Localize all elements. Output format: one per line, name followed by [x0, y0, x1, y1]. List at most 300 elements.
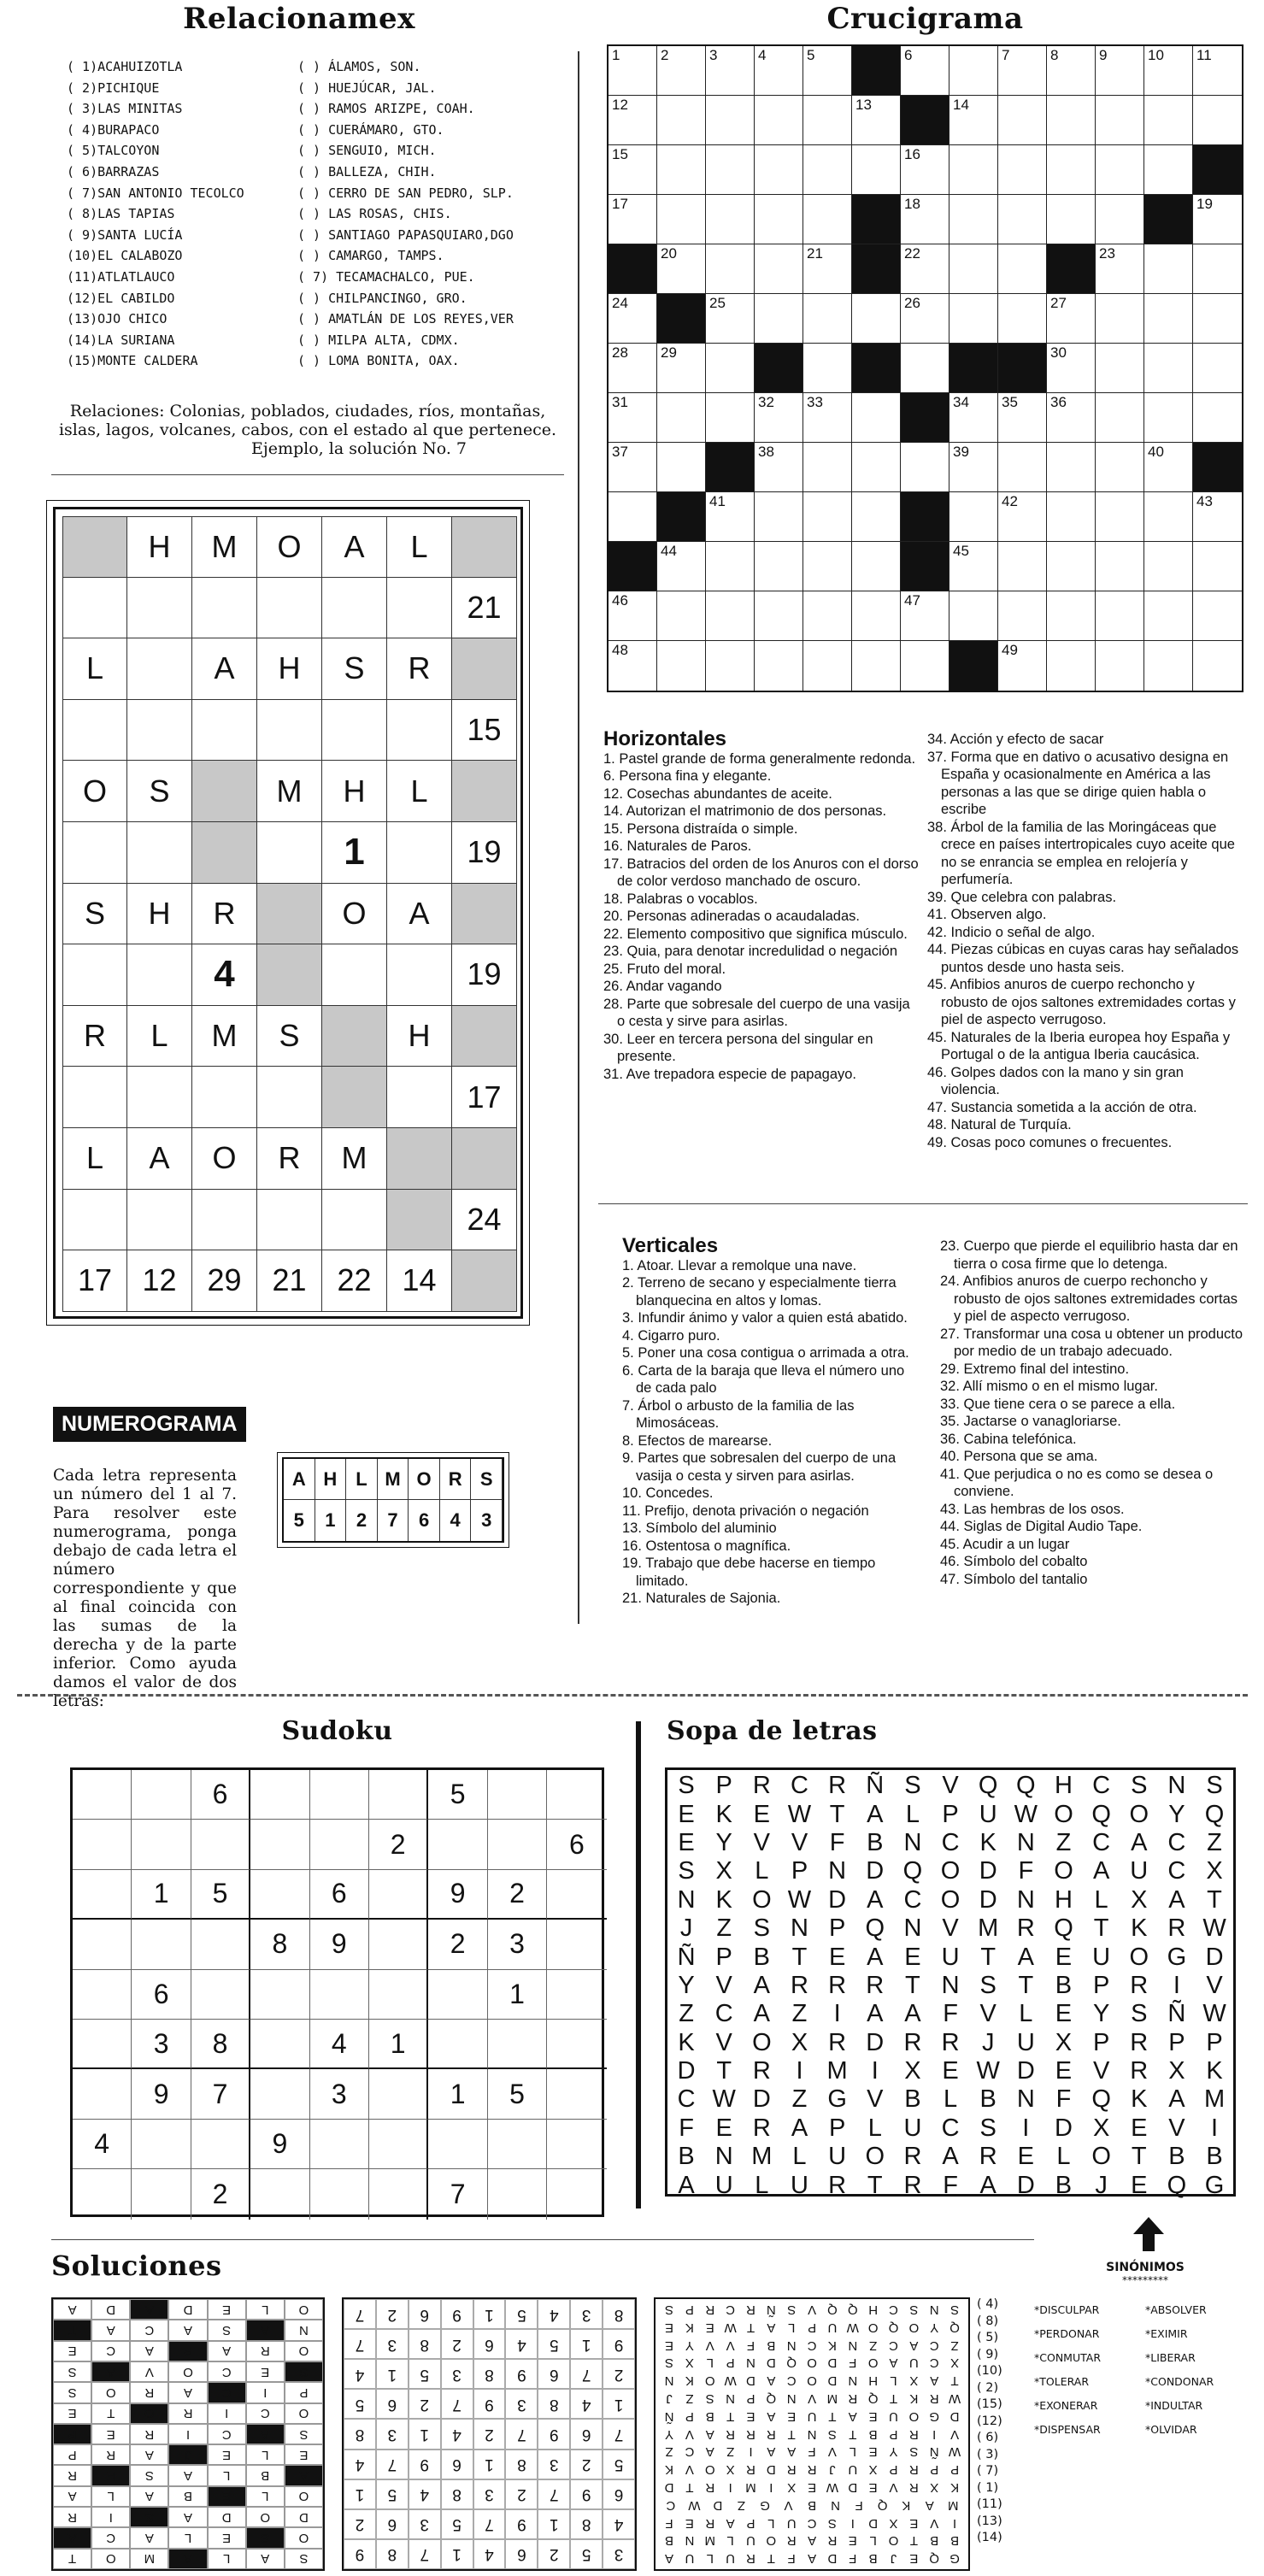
wordsearch-letter: Y	[1092, 2000, 1110, 2028]
solution-sopa-letter: O	[704, 2373, 715, 2389]
crossword-cell-number: 38	[758, 444, 774, 460]
wordsearch-letter: E	[1131, 2114, 1148, 2142]
crossword-cell	[755, 492, 803, 542]
crossword-cell	[755, 195, 803, 244]
relacion-right: ( ) AMATLÁN DE LOS REYES,VER	[297, 311, 514, 327]
solution-numerograma-cell: A	[53, 2299, 91, 2320]
solution-sopa-letter: N	[786, 2338, 797, 2353]
wordsearch-letter: N	[1016, 1885, 1035, 1914]
solution-sopa-letter: B	[950, 2533, 960, 2549]
crossword-cell	[901, 195, 949, 244]
wordsearch-letter: V	[942, 1914, 959, 1943]
sudoku-cell[interactable]	[310, 1970, 369, 2020]
crossword-cell	[608, 294, 657, 344]
key-letter: R	[440, 1459, 472, 1500]
wordsearch-letter: N	[828, 1857, 847, 1885]
sudoku-cell[interactable]	[191, 1970, 250, 2020]
solution-numerograma-cell: L	[208, 2549, 246, 2569]
wordsearch-letter: A	[904, 2000, 921, 2028]
crossword-cell	[657, 344, 706, 393]
relacion-row	[67, 120, 545, 141]
sudoku-cell[interactable]	[547, 2169, 606, 2219]
sudoku-cell[interactable]	[73, 1920, 132, 1969]
wordsearch-row	[667, 2029, 1233, 2057]
wordsearch-letter: X	[715, 1857, 732, 1885]
solution-sopa-letter: B	[808, 2497, 817, 2513]
sudoku-cell[interactable]	[310, 2120, 369, 2169]
sudoku-cell[interactable]	[73, 2020, 132, 2069]
sudoku-cell[interactable]: 9	[250, 2120, 309, 2169]
sudoku-cell[interactable]: 3	[488, 1920, 547, 1969]
sudoku-cell[interactable]	[547, 2069, 606, 2119]
numerograma-cell: 22	[322, 1250, 387, 1312]
solution-sopa-letter: N	[848, 2338, 858, 2353]
solution-numerograma-cell: S	[130, 2507, 168, 2527]
relacion-right: ( 7) TECAMACHALCO, PUE.	[297, 268, 475, 285]
solution-sopa-letter: Z	[665, 2444, 673, 2460]
sudoku-cell[interactable]	[428, 1820, 487, 1869]
solution-numerograma-cell: L	[246, 2299, 285, 2320]
solution-sopa-row	[659, 2426, 965, 2444]
crossword-cell	[1144, 492, 1193, 542]
wordsearch-letter: R	[1167, 1914, 1186, 1943]
solution-sudoku-cell: 4	[570, 2389, 603, 2419]
crossword-cell	[803, 244, 852, 294]
sudoku-cell[interactable]	[73, 1770, 132, 1820]
sudoku-cell[interactable]	[369, 1920, 428, 1969]
solution-sopa-letter: Y	[930, 2320, 939, 2335]
sudoku-cell[interactable]: 6	[547, 1820, 606, 1869]
key-letter: O	[409, 1459, 440, 1500]
sudoku-cell[interactable]	[547, 2120, 606, 2169]
wordsearch-letter: F	[1018, 1857, 1034, 1885]
solution-sudoku-cell: 1	[603, 2389, 635, 2419]
solution-numerograma-cell: O	[285, 2403, 323, 2424]
crossword-cell-number: 18	[904, 196, 920, 212]
sudoku-cell[interactable]	[428, 2020, 487, 2069]
crossword-cell	[755, 244, 803, 294]
crossword-cell	[1144, 294, 1193, 344]
sudoku-cell[interactable]: 9	[428, 1870, 487, 1920]
sudoku-cell[interactable]: 8	[191, 2020, 250, 2069]
wordsearch-letter: I	[796, 2057, 803, 2085]
clue-vertical: 35. Jactarse o vanagloriarse.	[940, 1414, 1121, 1429]
solution-sopa-letter: V	[808, 2391, 817, 2406]
sudoku-cell[interactable]: 6	[191, 1770, 250, 1820]
crossword-cell-number: 26	[904, 295, 920, 311]
sudoku-cell[interactable]	[191, 1920, 250, 1969]
numerograma-cell	[257, 822, 322, 884]
crossword-cell-number: 43	[1196, 493, 1213, 509]
solution-sudoku-cell: 5	[441, 2509, 473, 2539]
solution-sudoku-cell: 8	[344, 2419, 376, 2449]
solution-sopa-letter: I	[749, 2444, 753, 2460]
solution-sopa-letter: T	[849, 2426, 857, 2442]
wordsearch-letter: U	[1130, 1857, 1149, 1885]
crossword-cell	[706, 591, 755, 641]
crossword-cell	[1144, 46, 1193, 96]
solution-sopa-letter: V	[726, 2338, 735, 2353]
solution-sopa-letter: V	[889, 2479, 898, 2495]
solution-sudoku-cell: 1	[344, 2479, 376, 2509]
crossword-cell	[1193, 344, 1242, 393]
crossword-cell	[901, 244, 949, 294]
clue-vertical: 8. Efectos de marearse.	[622, 1432, 773, 1449]
solution-numerograma-cell: S	[285, 2424, 323, 2444]
solution-sudoku-cell: 2	[376, 2299, 409, 2329]
wordsearch-letter: L	[1056, 2143, 1071, 2171]
sudoku-cell[interactable]: 2	[428, 1920, 487, 1969]
numerograma-cell	[127, 1067, 192, 1128]
sinonimo: *CONDONAR	[1145, 2375, 1214, 2388]
solution-sopa-letter: Q	[929, 2551, 940, 2567]
solution-sopa-letter: E	[705, 2320, 714, 2335]
sudoku-cell[interactable]: 2	[488, 1870, 547, 1920]
crossword-cell	[998, 145, 1047, 195]
solution-sopa-letter: R	[705, 2302, 715, 2317]
crossword-black-cell	[657, 294, 706, 344]
wordsearch-letter: C	[1092, 1828, 1111, 1856]
solution-sopa-letter: Z	[869, 2338, 878, 2353]
sudoku-cell[interactable]	[369, 1870, 428, 1920]
solution-numerograma-cell: A	[91, 2361, 130, 2382]
wordsearch-letter: E	[678, 1800, 695, 1828]
sudoku-cell[interactable]: 8	[250, 1920, 309, 1969]
sudoku-cell[interactable]	[250, 1820, 309, 1869]
crossword-cell	[1144, 591, 1193, 641]
solution-sopa-letter: R	[848, 2391, 858, 2406]
crossword-cell	[706, 492, 755, 542]
solution-sopa-letter: V	[808, 2302, 817, 2317]
solution-numerograma-cell: E	[91, 2424, 130, 2444]
wordsearch-letter: C	[1167, 1857, 1186, 1885]
relacion-right: ( ) BALLEZA, CHIH.	[297, 163, 437, 179]
numerograma-cell: L	[387, 516, 452, 578]
sudoku-cell[interactable]: 2	[191, 2169, 250, 2219]
solution-sopa-letter: D	[827, 2373, 838, 2389]
sudoku-cell[interactable]	[73, 1820, 132, 1869]
crossword-cell	[1144, 393, 1193, 443]
sudoku-cell[interactable]: 1	[369, 2020, 428, 2069]
sudoku-cell[interactable]: 6	[132, 1970, 191, 2020]
crossword-cell-number: 35	[1002, 394, 1018, 410]
horizontales-title: Horizontales	[603, 727, 727, 750]
solution-sopa-letter: E	[868, 2444, 878, 2460]
solution-sudoku-cell: 1	[570, 2329, 603, 2359]
solution-sopa-letter: Ñ	[929, 2444, 939, 2460]
numerograma-cell	[387, 822, 452, 884]
solution-sopa-letter: A	[726, 2515, 735, 2531]
wordsearch-letter: N	[677, 1885, 696, 1914]
solution-numerograma-cell: P	[53, 2444, 91, 2465]
sudoku-cell[interactable]	[547, 1870, 606, 1920]
wordsearch-letter: O	[940, 1885, 961, 1914]
sudoku-cell[interactable]: 7	[191, 2069, 250, 2119]
sudoku-cell[interactable]	[132, 1820, 191, 1869]
numerograma-cell	[62, 700, 127, 762]
solution-sopa-letter: N	[786, 2391, 797, 2406]
solution-sopa-letter: Q	[867, 2391, 879, 2406]
wordsearch-letter: C	[941, 1828, 960, 1856]
wordsearch-letter: M	[978, 1914, 999, 1943]
key-letter: L	[346, 1459, 378, 1500]
numerograma-cell	[257, 1190, 322, 1251]
solution-numerograma-cell: I	[208, 2403, 246, 2424]
solution-sopa-letter: S	[665, 2302, 674, 2317]
sudoku-cell[interactable]: 9	[132, 2069, 191, 2119]
solution-sopa-letter: L	[788, 2320, 796, 2335]
sudoku-cell[interactable]	[488, 1770, 547, 1820]
crossword-cell	[949, 244, 998, 294]
solution-sopa-row	[659, 2301, 965, 2319]
sudoku-cell[interactable]	[250, 2169, 309, 2219]
solution-sopa-letter: A	[665, 2551, 674, 2567]
numerograma-cell: M	[192, 516, 257, 578]
wordsearch-letter: A	[867, 1885, 884, 1914]
sudoku-cell[interactable]	[132, 2120, 191, 2169]
solution-sudoku-cell: 7	[344, 2329, 376, 2359]
wordsearch-letter: R	[941, 2028, 960, 2056]
wordsearch-letter: D	[677, 2057, 696, 2085]
solution-sopa-row	[659, 2443, 965, 2461]
clue-horizontal: 39. Que celebra con palabras.	[927, 889, 1117, 905]
crossword-black-cell	[657, 492, 706, 542]
crossword-cell	[1144, 244, 1193, 294]
sudoku-cell[interactable]: 5	[191, 1870, 250, 1920]
relacion-left: ( 2)PICHIQUE	[67, 79, 160, 96]
wordsearch-letter: Q	[1054, 1914, 1073, 1943]
sudoku-cell[interactable]: 1	[132, 1870, 191, 1920]
numerograma-cell	[192, 822, 257, 884]
sudoku-grid	[70, 1767, 604, 2217]
crossword-cell	[901, 344, 949, 393]
crossword-cell-number: 12	[612, 97, 628, 113]
wordsearch-letter: V	[715, 1971, 732, 1999]
sudoku-cell[interactable]: 4	[73, 2120, 132, 2169]
solution-sopa-letter: U	[807, 2408, 817, 2424]
wordsearch-letter: L	[867, 2114, 882, 2142]
sudoku-cell[interactable]	[369, 1970, 428, 2020]
solution-sopa-letter: Ñ	[664, 2408, 674, 2424]
wordsearch-letter: H	[1055, 1772, 1073, 1800]
solution-sudoku-cell: 2	[473, 2419, 506, 2449]
solution-sudoku-cell: 6	[473, 2329, 506, 2359]
solution-sopa-letter: F	[746, 2338, 755, 2353]
crossword-cell-number: 42	[1002, 493, 1018, 509]
crossword-cell-number: 48	[612, 642, 628, 658]
crossword-black-cell	[901, 96, 949, 145]
wordsearch-letter: A	[1168, 2085, 1185, 2114]
sudoku-cell[interactable]: 6	[310, 1870, 369, 1920]
crossword-cell	[901, 294, 949, 344]
sudoku-cell[interactable]	[250, 1870, 309, 1920]
wordsearch-letter: I	[833, 2000, 841, 2028]
crossword-cell-number: 21	[807, 245, 823, 262]
crossword-cell	[1144, 344, 1193, 393]
wordsearch-letter: E	[828, 1943, 846, 1971]
clue-horizontal: 31. Ave trepadora especie de papagayo.	[603, 1066, 857, 1082]
sudoku-cell[interactable]: 1	[488, 1970, 547, 2020]
solution-sopa-letter: T	[726, 2408, 735, 2424]
sudoku-cell[interactable]	[369, 2169, 428, 2219]
wordsearch-letter: T	[905, 1971, 920, 1999]
sudoku-cell[interactable]: 5	[488, 2069, 547, 2119]
crossword-black-cell	[901, 542, 949, 591]
wordsearch-letter: V	[1092, 2057, 1110, 2085]
crossword-cell	[1047, 145, 1096, 195]
wordsearch-letter: D	[979, 1885, 997, 1914]
wordsearch-letter: J	[981, 2028, 995, 2056]
sudoku-cell[interactable]: 4	[310, 2020, 369, 2069]
solution-numerograma-cell: D	[91, 2299, 130, 2320]
sudoku-cell[interactable]	[428, 2120, 487, 2169]
solution-sudoku-cell: 5	[538, 2329, 570, 2359]
solution-sudoku-cell: 7	[505, 2419, 538, 2449]
sudoku-cell[interactable]	[310, 2169, 369, 2219]
solution-sopa-letter: O	[807, 2373, 817, 2389]
sudoku-cell[interactable]	[73, 2169, 132, 2219]
crossword-cell	[998, 542, 1047, 591]
solution-relacion-number: (11)	[977, 2497, 1002, 2511]
sudoku-cell[interactable]	[73, 2069, 132, 2119]
crossword-cell	[1047, 443, 1096, 492]
solution-sudoku-cell: 1	[473, 2450, 506, 2479]
wordsearch-letter: D	[828, 1885, 847, 1914]
solution-numerograma-grid	[53, 2299, 323, 2569]
solution-sopa-letter: V	[685, 2426, 694, 2442]
solution-sopa-letter: Q	[786, 2355, 797, 2371]
solution-sopa-letter: P	[685, 2302, 694, 2317]
sudoku-cell[interactable]	[191, 1820, 250, 1869]
solution-sopa-letter: O	[704, 2462, 715, 2478]
sudoku-cell[interactable]	[132, 2169, 191, 2219]
sinonimos-title: SINÓNIMOS	[1106, 2261, 1185, 2274]
solution-sopa-letter: W	[846, 2320, 859, 2335]
wordsearch-letter: S	[979, 1971, 997, 1999]
wordsearch-letter: L	[1094, 1885, 1108, 1914]
wordsearch-letter: R	[752, 2057, 771, 2085]
sudoku-cell[interactable]	[310, 1820, 369, 1869]
solution-sopa-letter: N	[664, 2373, 674, 2389]
numerograma-cell: 19	[452, 822, 517, 884]
wordsearch-letter: Ñ	[866, 1772, 885, 1800]
sudoku-cell[interactable]	[547, 2020, 606, 2069]
relacion-left: ( 6)BARRAZAS	[67, 163, 160, 179]
solution-sopa-letter: L	[706, 2355, 714, 2371]
solution-numerograma-cell: L	[246, 2486, 285, 2507]
crossword-cell	[949, 542, 998, 591]
wordsearch-letter: R	[791, 1971, 808, 1999]
sudoku-cell[interactable]	[488, 1820, 547, 1869]
sudoku-cell[interactable]	[132, 1770, 191, 1820]
crossword-cell	[1096, 393, 1144, 443]
solution-sudoku-cell: 2	[505, 2479, 538, 2509]
wordsearch-letter: S	[1206, 1772, 1223, 1800]
sudoku-cell[interactable]	[369, 2120, 428, 2169]
wordsearch-letter: V	[1206, 1971, 1223, 1999]
sudoku-cell[interactable]	[73, 1970, 132, 2020]
clue-vertical: 7. Árbol o arbusto de la familia de las Mimosáceas.	[622, 1397, 855, 1431]
crossword-cell-number: 25	[709, 295, 726, 311]
wordsearch-letter: N	[941, 1971, 960, 1999]
wordsearch-letter: O	[865, 2143, 885, 2171]
sinonimo: *OLVIDAR	[1145, 2423, 1197, 2436]
sudoku-cell[interactable]	[369, 2069, 428, 2119]
solution-numerograma-cell: C	[130, 2320, 168, 2340]
sinonimo: *DISPENSAR	[1034, 2423, 1101, 2436]
sudoku-cell[interactable]	[488, 2020, 547, 2069]
numerograma-cell	[62, 822, 127, 884]
sudoku-cell[interactable]: 5	[428, 1770, 487, 1820]
solution-sopa-letter: R	[929, 2391, 939, 2406]
wordsearch-letter: V	[791, 1828, 808, 1856]
crossword-cell	[1193, 641, 1242, 691]
wordsearch-letter: J	[1095, 2171, 1108, 2199]
sudoku-cell[interactable]	[369, 1770, 428, 1820]
crossword-cell	[803, 393, 852, 443]
sudoku-cell[interactable]	[310, 1770, 369, 1820]
sudoku-cell[interactable]: 3	[132, 2020, 191, 2069]
clue-horizontal: 14. Autorizan el matrimonio de dos personas.	[603, 803, 887, 819]
sudoku-cell[interactable]: 3	[310, 2069, 369, 2119]
wordsearch-letter: V	[979, 2000, 997, 2028]
solution-numerograma-cell: C	[91, 2341, 130, 2361]
sudoku-cell[interactable]	[488, 2120, 547, 2169]
sudoku-cell[interactable]: 1	[428, 2069, 487, 2119]
crossword-cell	[755, 443, 803, 492]
solution-numerograma-cell: R	[91, 2444, 130, 2465]
sudoku-cell[interactable]	[250, 1970, 309, 2020]
wordsearch-letter: Ñ	[677, 1943, 696, 1971]
solution-sudoku-cell: 5	[603, 2450, 635, 2479]
solution-sopa-letter: A	[787, 2444, 797, 2460]
wordsearch-letter: B	[1055, 1971, 1073, 1999]
sudoku-cell[interactable]	[547, 1970, 606, 2020]
wordsearch-letter: R	[1130, 1971, 1149, 1999]
solution-numerograma-cell: A	[91, 2320, 130, 2340]
crossword-cell	[657, 96, 706, 145]
relacion-row	[67, 78, 545, 99]
numerograma-cell	[387, 700, 452, 762]
sudoku-cell[interactable]	[488, 2169, 547, 2219]
sudoku-cell[interactable]	[547, 1920, 606, 1969]
sudoku-cell[interactable]: 9	[310, 1920, 369, 1969]
sudoku-cell[interactable]	[250, 1770, 309, 1820]
crossword-cell	[998, 244, 1047, 294]
sudoku-cell[interactable]	[191, 2120, 250, 2169]
numerograma-cell: 19	[452, 944, 517, 1006]
sudoku-cell[interactable]	[428, 1970, 487, 2020]
sudoku-cell[interactable]	[250, 2020, 309, 2069]
clue-horizontal: 49. Cosas poco comunes o frecuentes.	[927, 1134, 1173, 1150]
sudoku-cell[interactable]	[132, 1920, 191, 1969]
sudoku-cell[interactable]	[547, 1770, 606, 1820]
crossword-black-cell	[1193, 443, 1242, 492]
sudoku-cell[interactable]	[250, 2069, 309, 2119]
solution-numerograma-cell: A	[130, 2486, 168, 2507]
clue-vertical: 24. Anfibios anuros de cuerpo rechoncho y robusto de ojos saltones extremidades cortas y piel de aspecto verrugoso.	[940, 1273, 1238, 1324]
sudoku-cell[interactable]: 2	[369, 1820, 428, 1869]
wordsearch-letter: C	[1092, 1772, 1111, 1800]
wordsearch-letter: A	[1092, 1857, 1110, 1885]
wordsearch-row	[667, 1914, 1233, 1943]
crossword-black-cell	[949, 641, 998, 691]
sudoku-cell[interactable]	[73, 1870, 132, 1920]
wordsearch-letter: I	[1022, 2114, 1030, 2142]
sudoku-cell[interactable]: 7	[428, 2169, 487, 2219]
solution-sudoku-cell: 4	[441, 2419, 473, 2449]
crossword-cell	[755, 46, 803, 96]
